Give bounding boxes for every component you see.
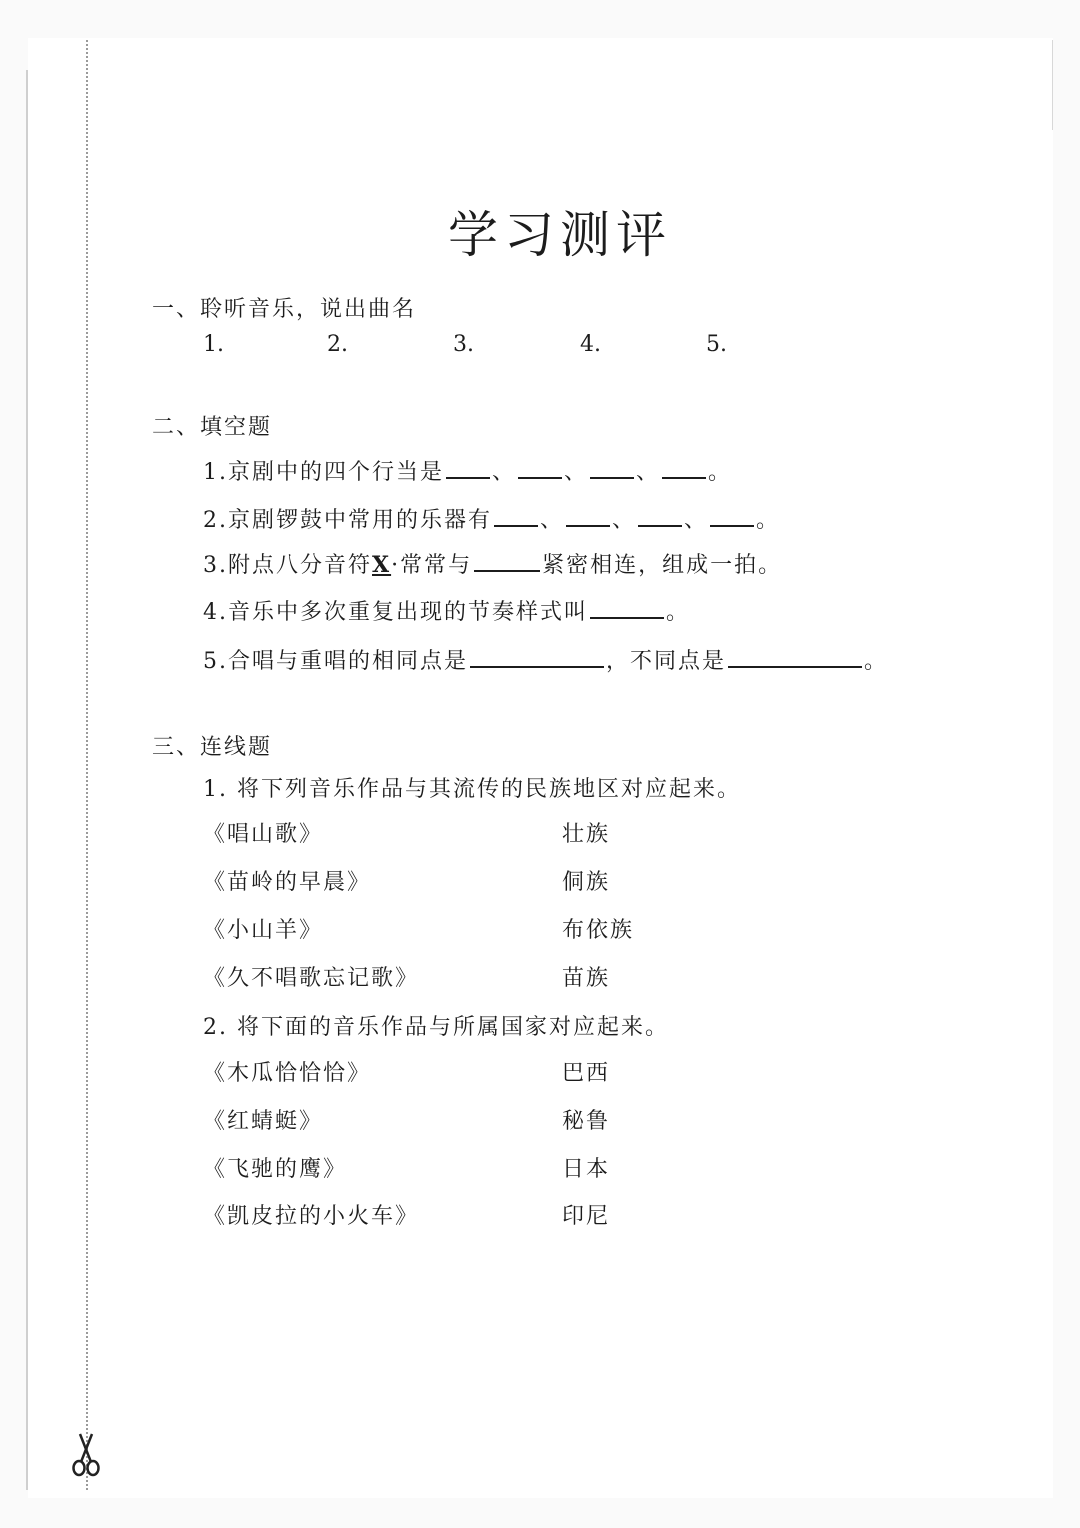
separator: 、 <box>636 460 661 485</box>
fill-question-1 <box>203 455 732 486</box>
scissors-icon <box>71 1432 101 1478</box>
page-title: 学习测评 <box>448 206 672 264</box>
listening-item-1: 1. <box>203 332 224 357</box>
answer-blank[interactable] <box>710 505 754 527</box>
period: 。 <box>756 508 781 533</box>
answer-blank[interactable] <box>638 505 682 527</box>
separator: 、 <box>684 508 709 533</box>
right-edge-line <box>1052 40 1053 130</box>
separator: 、 <box>492 460 517 485</box>
question-text: 1.京剧中的四个行当是 <box>203 460 444 485</box>
listening-item-5: 5. <box>706 332 727 357</box>
separator: 、 <box>564 460 589 485</box>
matching-work-item[interactable]: 《木瓜恰恰恰》 <box>203 1061 372 1086</box>
question-text: 5.合唱与重唱的相同点是 <box>203 649 468 674</box>
matching-target-item[interactable]: 日本 <box>562 1157 611 1182</box>
matching-work-item[interactable]: 《红蜻蜓》 <box>203 1109 324 1134</box>
separator: 、 <box>540 508 565 533</box>
fill-question-5 <box>203 644 888 675</box>
matching-prompt-2: 2. 将下面的音乐作品与所属国家对应起来。 <box>203 1015 669 1040</box>
answer-blank[interactable] <box>518 457 562 479</box>
listening-item-4: 4. <box>580 332 601 357</box>
listening-item-2: 2. <box>327 332 348 357</box>
matching-work-item[interactable]: 《苗岭的早晨》 <box>203 870 372 895</box>
question-text-after: 紧密相连，组成一拍。 <box>542 553 783 578</box>
fill-question-3 <box>203 548 782 579</box>
matching-target-item[interactable]: 布依族 <box>562 918 635 943</box>
answer-blank[interactable] <box>446 457 490 479</box>
period: 。 <box>864 649 889 674</box>
answer-blank[interactable] <box>494 505 538 527</box>
answer-blank[interactable] <box>470 646 604 668</box>
period: 。 <box>666 600 691 625</box>
fill-question-4 <box>203 595 690 626</box>
matching-work-item[interactable]: 《飞驰的鹰》 <box>203 1157 348 1182</box>
question-text-mid: ，不同点是 <box>606 649 727 674</box>
answer-blank[interactable] <box>728 646 862 668</box>
question-text: 4.音乐中多次重复出现的节奏样式叫 <box>203 600 588 625</box>
section2-heading: 二、填空题 <box>152 415 273 440</box>
question-text: 3.附点八分音符 <box>203 553 372 578</box>
section3-heading: 三、连线题 <box>152 735 273 760</box>
question-text-mid: 常常与 <box>400 553 473 578</box>
matching-work-item[interactable]: 《凯皮拉的小火车》 <box>203 1204 420 1229</box>
page-edge-line <box>26 70 28 1490</box>
note-dot: · <box>391 553 401 578</box>
question-text: 2.京剧锣鼓中常用的乐器有 <box>203 508 492 533</box>
fill-question-2 <box>203 503 780 534</box>
period: 。 <box>708 460 733 485</box>
answer-blank[interactable] <box>566 505 610 527</box>
matching-target-item[interactable]: 秘鲁 <box>562 1109 611 1134</box>
matching-target-item[interactable]: 侗族 <box>562 870 611 895</box>
matching-work-item[interactable]: 《久不唱歌忘记歌》 <box>203 966 420 991</box>
matching-target-item[interactable]: 苗族 <box>562 966 611 991</box>
matching-target-item[interactable]: 印尼 <box>562 1204 611 1229</box>
listening-item-3: 3. <box>453 332 474 357</box>
matching-target-item[interactable]: 壮族 <box>562 822 611 847</box>
answer-blank[interactable] <box>662 457 706 479</box>
dotted-eighth-note: X <box>372 552 392 578</box>
matching-target-item[interactable]: 巴西 <box>562 1061 611 1086</box>
separator: 、 <box>612 508 637 533</box>
section1-heading: 一、聆听音乐，说出曲名 <box>152 297 417 322</box>
answer-blank[interactable] <box>590 457 634 479</box>
matching-work-item[interactable]: 《唱山歌》 <box>203 822 324 847</box>
answer-blank[interactable] <box>474 550 540 572</box>
matching-prompt-1: 1. 将下列音乐作品与其流传的民族地区对应起来。 <box>203 777 741 802</box>
matching-work-item[interactable]: 《小山羊》 <box>203 918 324 943</box>
answer-blank[interactable] <box>590 597 664 619</box>
